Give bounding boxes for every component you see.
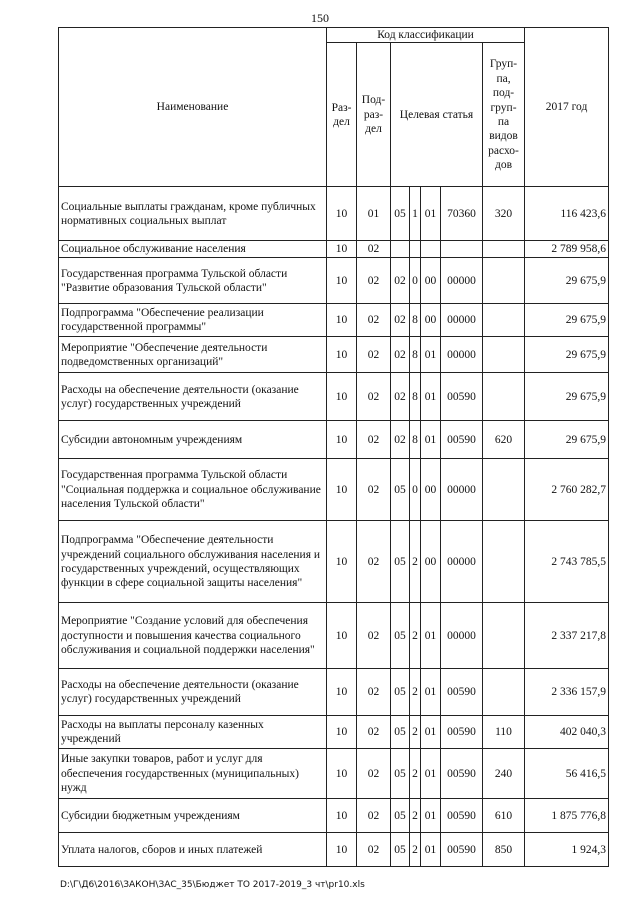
row-name: Уплата налогов, сборов и иных платежей: [59, 833, 327, 867]
row-subsection: 02: [357, 304, 391, 337]
row-name: Иные закупки товаров, работ и услуг для обеспечения государственных (муниципальных) нужд: [59, 749, 327, 799]
row-subprogram-code: 8: [410, 337, 421, 373]
row-subsection: 01: [357, 187, 391, 241]
row-expense-group: 240: [483, 749, 525, 799]
row-event-code: 01: [421, 421, 441, 459]
row-direction-code: 00590: [441, 833, 483, 867]
row-direction-code: 00590: [441, 669, 483, 716]
row-name: Подпрограмма "Обеспечение реализации государственной программы": [59, 304, 327, 337]
row-section: 10: [327, 521, 357, 603]
row-event-code: 01: [421, 669, 441, 716]
row-amount: 2 336 157,9: [525, 669, 609, 716]
row-program-code: 02: [391, 304, 410, 337]
row-name: Субсидии бюджетным учреждениям: [59, 799, 327, 833]
row-subprogram-code: 8: [410, 304, 421, 337]
row-subprogram-code: 8: [410, 421, 421, 459]
row-amount: 116 423,6: [525, 187, 609, 241]
row-expense-group: [483, 304, 525, 337]
row-program-code: 02: [391, 337, 410, 373]
row-expense-group: [483, 521, 525, 603]
row-program-code: 05: [391, 521, 410, 603]
row-amount: 2 789 958,6: [525, 241, 609, 258]
header-target-article: Целевая статья: [391, 43, 483, 187]
row-amount: 402 040,3: [525, 716, 609, 749]
row-amount: 2 337 217,8: [525, 603, 609, 669]
row-subsection: 02: [357, 749, 391, 799]
table-row: [59, 799, 609, 833]
row-subsection: 02: [357, 716, 391, 749]
row-subprogram-code: 2: [410, 749, 421, 799]
row-name: Государственная программа Тульской области "Развитие образования Тульской области": [59, 258, 327, 304]
row-direction-code: 00590: [441, 799, 483, 833]
row-name: Мероприятие "Обеспечение деятельности подведомственных организаций": [59, 337, 327, 373]
row-section: 10: [327, 716, 357, 749]
row-direction-code: 00590: [441, 373, 483, 421]
row-amount: 29 675,9: [525, 304, 609, 337]
row-event-code: 01: [421, 833, 441, 867]
row-event-code: 00: [421, 304, 441, 337]
row-name: Мероприятие "Создание условий для обеспечения доступности и повышения качества социального обслуживания и социальной поддержки населения": [59, 603, 327, 669]
table-row: [59, 373, 609, 421]
row-subprogram-code: 2: [410, 521, 421, 603]
row-section: 10: [327, 603, 357, 669]
row-program-code: 05: [391, 833, 410, 867]
row-program-code: 05: [391, 716, 410, 749]
row-event-code: 01: [421, 716, 441, 749]
row-expense-group: [483, 241, 525, 258]
row-section: 10: [327, 373, 357, 421]
table-row: [59, 669, 609, 716]
row-subprogram-code: [410, 241, 421, 258]
row-program-code: 05: [391, 669, 410, 716]
row-subsection: 02: [357, 337, 391, 373]
row-section: 10: [327, 799, 357, 833]
row-subsection: 02: [357, 421, 391, 459]
row-subsection: 02: [357, 799, 391, 833]
row-amount: 56 416,5: [525, 749, 609, 799]
row-name: Подпрограмма "Обеспечение деятельности учреждений социального обслуживания населения и государственных учреждений, осуществляющих функции в сфере социальной защиты населения": [59, 521, 327, 603]
row-section: 10: [327, 241, 357, 258]
row-subprogram-code: 2: [410, 833, 421, 867]
row-subsection: 02: [357, 459, 391, 521]
row-section: 10: [327, 337, 357, 373]
row-program-code: [391, 241, 410, 258]
row-direction-code: [441, 241, 483, 258]
row-expense-group: 620: [483, 421, 525, 459]
row-section: 10: [327, 187, 357, 241]
row-section: 10: [327, 421, 357, 459]
table-row: [59, 258, 609, 304]
row-subprogram-code: 2: [410, 603, 421, 669]
row-expense-group: 320: [483, 187, 525, 241]
table-row: [59, 833, 609, 867]
row-name: Расходы на обеспечение деятельности (оказание услуг) государственных учреждений: [59, 373, 327, 421]
row-name: Социальное обслуживание населения: [59, 241, 327, 258]
row-subsection: 02: [357, 241, 391, 258]
row-expense-group: [483, 337, 525, 373]
row-section: 10: [327, 749, 357, 799]
row-subprogram-code: 2: [410, 716, 421, 749]
row-expense-group: 610: [483, 799, 525, 833]
row-subsection: 02: [357, 603, 391, 669]
table-row: [59, 187, 609, 241]
row-subsection: 02: [357, 833, 391, 867]
budget-table: [58, 27, 609, 867]
row-event-code: 01: [421, 603, 441, 669]
row-program-code: 05: [391, 749, 410, 799]
row-section: 10: [327, 459, 357, 521]
row-direction-code: 00000: [441, 459, 483, 521]
row-expense-group: 850: [483, 833, 525, 867]
header-year: 2017 год: [525, 28, 609, 187]
row-event-code: 00: [421, 459, 441, 521]
table-row: [59, 603, 609, 669]
row-section: 10: [327, 304, 357, 337]
row-section: 10: [327, 669, 357, 716]
row-program-code: 05: [391, 459, 410, 521]
row-subprogram-code: 8: [410, 373, 421, 421]
row-direction-code: 00590: [441, 421, 483, 459]
row-subsection: 02: [357, 373, 391, 421]
header-name: Наименование: [59, 28, 327, 187]
row-amount: 29 675,9: [525, 373, 609, 421]
header-expense-group: Груп- па, под- груп- па видов расхо- дов: [483, 43, 525, 187]
row-event-code: 00: [421, 521, 441, 603]
row-direction-code: 00590: [441, 749, 483, 799]
row-direction-code: 00000: [441, 258, 483, 304]
row-direction-code: 00000: [441, 337, 483, 373]
row-amount: 29 675,9: [525, 421, 609, 459]
table-row: [59, 749, 609, 799]
row-expense-group: 110: [483, 716, 525, 749]
table-row: [59, 337, 609, 373]
table-row: [59, 459, 609, 521]
row-subprogram-code: 1: [410, 187, 421, 241]
row-section: 10: [327, 258, 357, 304]
row-event-code: 01: [421, 187, 441, 241]
row-event-code: 01: [421, 373, 441, 421]
row-subprogram-code: 2: [410, 669, 421, 716]
row-event-code: 01: [421, 799, 441, 833]
row-direction-code: 00000: [441, 521, 483, 603]
table-row: [59, 421, 609, 459]
row-name: Государственная программа Тульской области "Социальная поддержка и социальное обслуживание населения Тульской области": [59, 459, 327, 521]
row-direction-code: 70360: [441, 187, 483, 241]
row-event-code: 01: [421, 337, 441, 373]
footer-file-path: D:\Г\Д6\2016\ЗАКОН\ЗАС_35\Бюджет ТО 2017-2019_3 чт\pr10.xls: [60, 880, 365, 890]
table-row: [59, 521, 609, 603]
row-expense-group: [483, 669, 525, 716]
row-direction-code: 00590: [441, 716, 483, 749]
row-section: 10: [327, 833, 357, 867]
row-amount: 1 924,3: [525, 833, 609, 867]
header-section: Раз- дел: [327, 43, 357, 187]
row-name: Социальные выплаты гражданам, кроме публичных нормативных социальных выплат: [59, 187, 327, 241]
table-row: [59, 241, 609, 258]
header-subsection: Под- раз- дел: [357, 43, 391, 187]
row-name: Расходы на выплаты персоналу казенных учреждений: [59, 716, 327, 749]
row-subprogram-code: 0: [410, 258, 421, 304]
row-program-code: 05: [391, 799, 410, 833]
row-amount: 2 760 282,7: [525, 459, 609, 521]
row-event-code: [421, 241, 441, 258]
row-amount: 2 743 785,5: [525, 521, 609, 603]
table-row: [59, 716, 609, 749]
header-classification-code: Код классификации: [327, 28, 525, 43]
row-subprogram-code: 2: [410, 799, 421, 833]
table-row: [59, 304, 609, 337]
row-event-code: 00: [421, 258, 441, 304]
row-name: Субсидии автономным учреждениям: [59, 421, 327, 459]
row-direction-code: 00000: [441, 603, 483, 669]
row-program-code: 02: [391, 373, 410, 421]
row-subsection: 02: [357, 258, 391, 304]
row-subsection: 02: [357, 521, 391, 603]
row-program-code: 05: [391, 603, 410, 669]
row-program-code: 02: [391, 258, 410, 304]
row-direction-code: 00000: [441, 304, 483, 337]
row-program-code: 05: [391, 187, 410, 241]
row-amount: 29 675,9: [525, 337, 609, 373]
row-expense-group: [483, 459, 525, 521]
row-subsection: 02: [357, 669, 391, 716]
row-expense-group: [483, 258, 525, 304]
row-amount: 29 675,9: [525, 258, 609, 304]
row-subprogram-code: 0: [410, 459, 421, 521]
row-expense-group: [483, 603, 525, 669]
row-program-code: 02: [391, 421, 410, 459]
page-number: 150: [311, 11, 329, 25]
row-expense-group: [483, 373, 525, 421]
row-amount: 1 875 776,8: [525, 799, 609, 833]
row-name: Расходы на обеспечение деятельности (оказание услуг) государственных учреждений: [59, 669, 327, 716]
row-event-code: 01: [421, 749, 441, 799]
